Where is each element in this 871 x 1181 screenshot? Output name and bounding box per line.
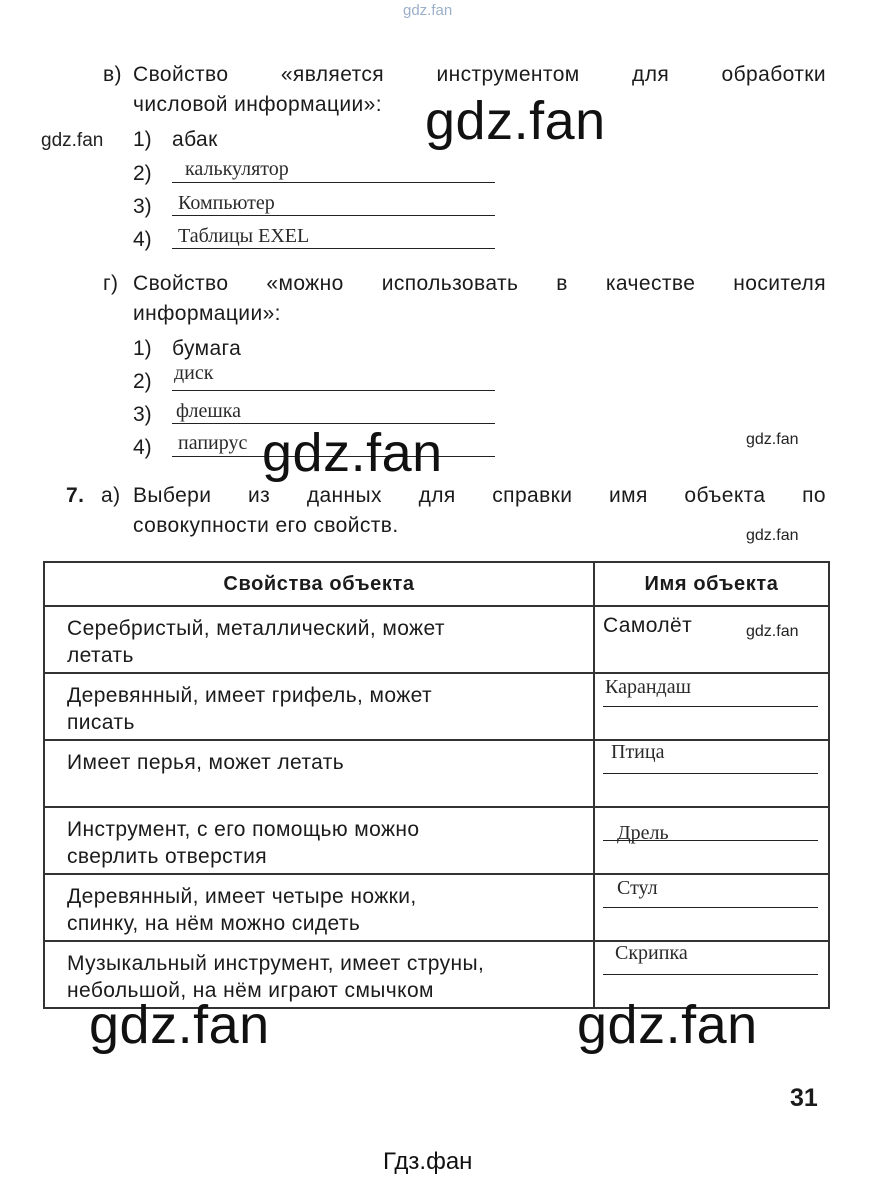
section-g-item3-answer: флешка	[176, 400, 242, 422]
footer-watermark: Гдз.фан	[383, 1148, 473, 1175]
section-v-text-line2: числовой информации»:	[133, 93, 382, 116]
answer-line	[172, 215, 495, 216]
watermark-big-3: gdz.fan	[89, 995, 270, 1055]
task7-letter: а)	[101, 484, 121, 507]
row-name	[594, 874, 829, 941]
section-g-item1-text: бумага	[172, 337, 242, 360]
answer-line	[603, 907, 818, 908]
section-v-item4-num: 4)	[133, 228, 152, 251]
watermark-small-2: gdz.fan	[746, 527, 799, 544]
table-header-row	[44, 562, 829, 606]
section-v-item2-answer: калькулятор	[185, 158, 289, 180]
answer-line	[172, 390, 495, 391]
row-properties	[44, 740, 594, 807]
row-name	[594, 740, 829, 807]
section-g-item2-num: 2)	[133, 370, 152, 393]
task7-text-line2: совокупности его свойств.	[133, 514, 399, 537]
watermark-big-2: gdz.fan	[262, 423, 443, 483]
row-name-answer: Карандаш	[605, 676, 691, 698]
table-row	[44, 874, 829, 941]
watermark-big-1: gdz.fan	[425, 91, 606, 151]
row-properties-line1: Имеет перья, может летать	[67, 751, 345, 774]
section-g-item3-num: 3)	[133, 403, 152, 426]
section-g-item1-num: 1)	[133, 337, 152, 360]
row-properties-line1: Инструмент, с его помощью можно	[67, 818, 420, 841]
section-g-letter: г)	[103, 272, 119, 295]
answer-line	[172, 182, 495, 183]
row-properties-line2: небольшой, на нём играют смычком	[67, 979, 434, 1002]
row-properties-line2: сверлить отверстия	[67, 845, 267, 868]
section-v-item1-num: 1)	[133, 128, 152, 151]
watermark-big-4: gdz.fan	[577, 995, 758, 1055]
section-g-item2-answer: диск	[174, 362, 214, 384]
header-props: Свойства объекта	[44, 562, 594, 606]
row-name	[594, 673, 829, 740]
row-properties	[44, 673, 594, 740]
page-number: 31	[790, 1084, 818, 1112]
watermark-left: gdz.fan	[41, 130, 104, 151]
section-v-text-line1: Свойство «является инструментом для обработки	[133, 63, 826, 86]
section-g-text-line2: информации»:	[133, 302, 281, 325]
table-row	[44, 606, 829, 673]
section-g-item4-answer: папирус	[178, 432, 248, 454]
row-name-printed: Самолёт	[603, 614, 693, 637]
section-v-item4-answer: Таблицы EXEL	[178, 225, 310, 247]
header-name: Имя объекта	[594, 562, 829, 606]
section-g-text-line1: Свойство «можно использовать в качестве носителя	[133, 272, 826, 295]
task7-number: 7.	[66, 484, 85, 507]
row-name-answer: Скрипка	[615, 942, 688, 964]
section-v-item2-num: 2)	[133, 162, 152, 185]
table-row	[44, 673, 829, 740]
row-properties-line1: Деревянный, имеет четыре ножки,	[67, 885, 417, 908]
row-name-answer: Дрель	[617, 822, 669, 844]
row-properties-line2: писать	[67, 711, 135, 734]
answer-line	[603, 773, 818, 774]
properties-table	[43, 561, 830, 1009]
task7-text-line1: Выбери из данных для справки имя объекта по	[133, 484, 826, 507]
watermark-top: gdz.fan	[403, 2, 453, 19]
row-properties	[44, 606, 594, 673]
section-v-letter: в)	[103, 63, 122, 86]
section-v-item3-answer: Компьютер	[178, 192, 275, 214]
section-v-item3-num: 3)	[133, 195, 152, 218]
row-properties-line1: Деревянный, имеет грифель, может	[67, 684, 433, 707]
table-row	[44, 740, 829, 807]
answer-line	[172, 248, 495, 249]
watermark-small-3: gdz.fan	[746, 623, 799, 640]
row-name-answer: Птица	[611, 741, 665, 763]
answer-line	[603, 706, 818, 707]
row-properties-line2: спинку, на нём можно сидеть	[67, 912, 361, 935]
answer-line	[603, 974, 818, 975]
row-properties-line1: Серебристый, металлический, может	[67, 617, 445, 640]
row-name-answer: Стул	[617, 877, 658, 899]
table-row	[44, 807, 829, 874]
row-properties-line2: летать	[67, 644, 134, 667]
answer-line	[603, 840, 818, 841]
row-name	[594, 807, 829, 874]
section-g-item4-num: 4)	[133, 436, 152, 459]
row-properties-line1: Музыкальный инструмент, имеет струны,	[67, 952, 485, 975]
section-v-item1-text: абак	[172, 128, 218, 151]
watermark-small-1: gdz.fan	[746, 431, 799, 448]
row-properties	[44, 807, 594, 874]
row-properties	[44, 874, 594, 941]
